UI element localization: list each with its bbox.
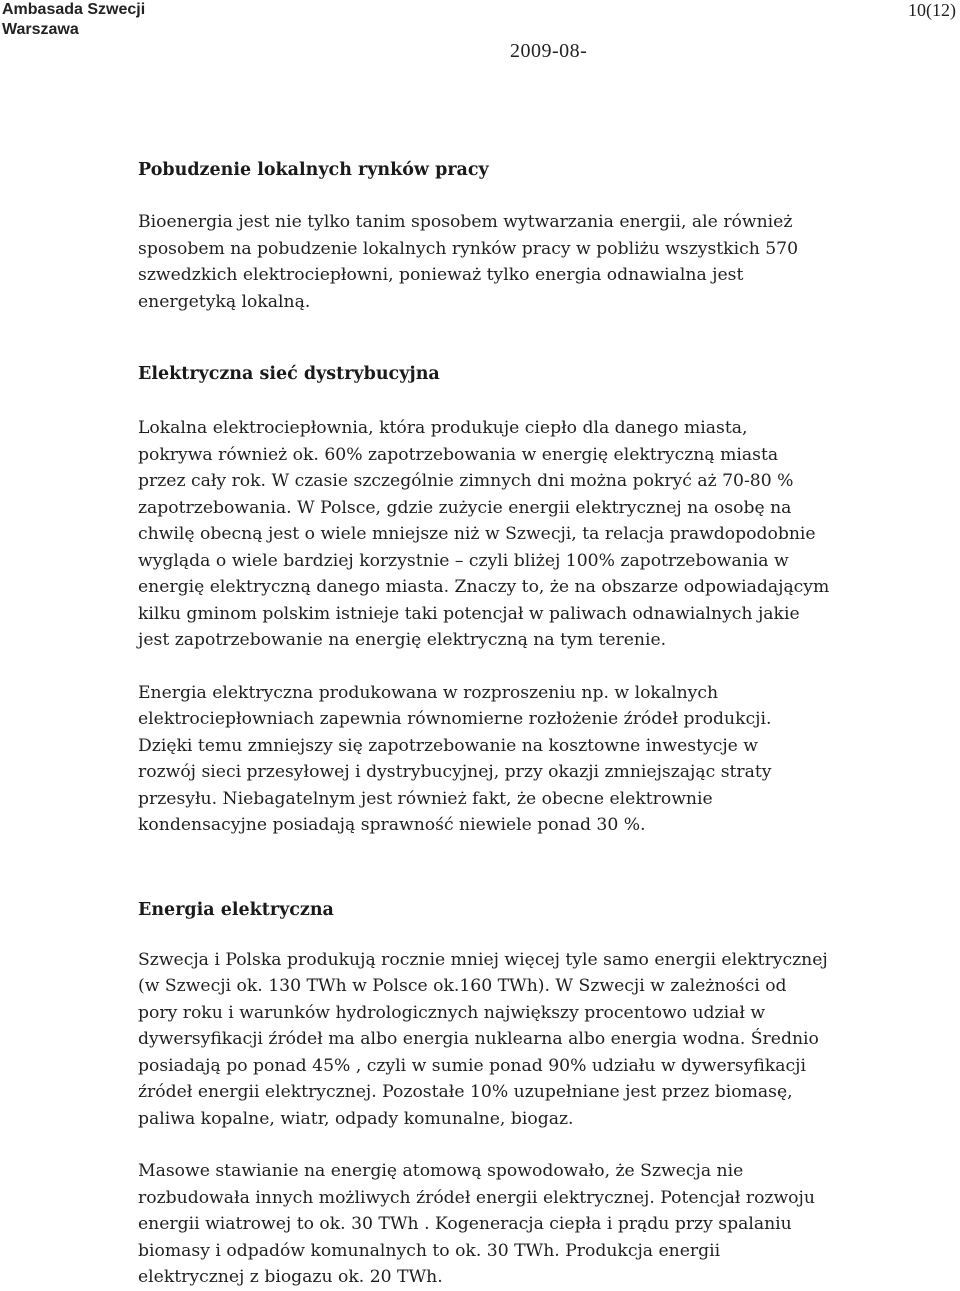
paragraph	[138, 680, 928, 839]
paragraph-line: energię elektryczną danego miasta. Znaczy to, że na obszarze odpowiadającym	[138, 577, 830, 597]
paragraph-line: Lokalna elektrociepłownia, która produkuje ciepło dla danego miasta,	[138, 418, 748, 438]
paragraph-line: rozbudowała innych możliwych źródeł energii elektrycznej. Potencjał rozwoju	[138, 1187, 815, 1208]
header-organization	[2, 0, 145, 40]
paragraph-line: chwilę obecną jest o wiele mniejsze niż w Szwecji, ta relacja prawdopodobnie	[138, 524, 816, 544]
paragraph	[138, 415, 928, 654]
header-org-name: Ambasada Szwecji	[2, 1, 146, 18]
paragraph-line: szwedzkich elektrociepłowni, ponieważ tylko energia odnawialna jest	[138, 265, 744, 285]
header-org-city: Warszawa	[2, 21, 79, 38]
section-heading: Elektryczna sieć dystrybucyjna	[138, 364, 440, 384]
paragraph-line: posiadają po ponad 45% , czyli w sumie ponad 90% udziału w dywersyfikacji	[138, 1055, 806, 1076]
paragraph-line: elektrociepłowniach zapewnia równomierne rozłożenie źródeł produkcji.	[138, 709, 772, 729]
paragraph-line: przesyłu. Niebagatelnym jest również fakt, że obecne elektrownie	[138, 788, 713, 809]
paragraph-line: paliwa kopalne, wiatr, odpady komunalne, biogaz.	[138, 1108, 574, 1129]
section-heading: Energia elektryczna	[138, 899, 334, 920]
paragraph-line: sposobem na pobudzenie lokalnych rynków pracy w pobliżu wszystkich 570	[138, 238, 799, 259]
paragraph-line: (w Szwecji ok. 130 TWh w Polsce ok.160 TWh). W Szwecji w zależności od	[138, 976, 787, 996]
paragraph-line: zapotrzebowania. W Polsce, gdzie zużycie energii elektrycznej na osobę na	[138, 497, 792, 518]
paragraph-line: elektrycznej z biogazu ok. 20 TWh.	[138, 1267, 443, 1287]
paragraph-line: Szwecja i Polska produkują rocznie mniej więcej tyle samo energii elektrycznej	[138, 949, 828, 970]
header-date: 2009-08-	[510, 40, 588, 62]
paragraph-line: energii wiatrowej to ok. 30 TWh . Kogeneracja ciepła i prądu przy spalaniu	[138, 1214, 792, 1234]
paragraph	[138, 209, 928, 315]
paragraph	[138, 1158, 928, 1291]
section-heading: Pobudzenie lokalnych rynków pracy	[138, 160, 489, 180]
paragraph-line: Energia elektryczna produkowana w rozproszeniu np. w lokalnych	[138, 682, 719, 703]
paragraph-line: wygląda o wiele bardziej korzystnie – czyli bliżej 100% zapotrzebowania w	[138, 550, 789, 571]
paragraph-line: Dzięki temu zmniejszy się zapotrzebowanie na kosztowne inwestycje w	[138, 735, 759, 756]
paragraph-line: pokrywa również ok. 60% zapotrzebowania w energię elektryczną miasta	[138, 444, 779, 465]
paragraph-line: pory roku i warunków hydrologicznych największy procentowo udział w	[138, 1002, 766, 1023]
paragraph-line: źródeł energii elektrycznej. Pozostałe 10% uzupełniane jest przez biomasę,	[138, 1082, 793, 1102]
paragraph-line: Masowe stawianie na energię atomową spowodowało, że Szwecja nie	[138, 1161, 744, 1181]
paragraph-line: energetyką lokalną.	[138, 291, 311, 312]
paragraph-line: przez cały rok. W czasie szczególnie zimnych dni można pokryć aż 70-80 %	[138, 471, 794, 491]
paragraph-line: rozwój sieci przesyłowej i dystrybucyjnej, przy okazji zmniejszając straty	[138, 762, 772, 782]
paragraph-line: dywersyfikacji źródeł ma albo energia nuklearna albo energia wodna. Średnio	[138, 1029, 819, 1049]
paragraph	[138, 947, 928, 1133]
paragraph-line: Bioenergia jest nie tylko tanim sposobem wytwarzania energii, ale również	[138, 212, 793, 232]
page-number: 10(12)	[908, 0, 956, 20]
paragraph-line: kondensacyjne posiadają sprawność niewiele ponad 30 %.	[138, 815, 646, 835]
paragraph-line: biomasy i odpadów komunalnych to ok. 30 TWh. Produkcja energii	[138, 1240, 721, 1261]
document-body	[138, 157, 928, 1291]
paragraph-line: kilku gminom polskim istnieje taki potencjał w paliwach odnawialnych jakie	[138, 603, 800, 624]
paragraph-line: jest zapotrzebowanie na energię elektryczną na tym terenie.	[138, 630, 667, 650]
